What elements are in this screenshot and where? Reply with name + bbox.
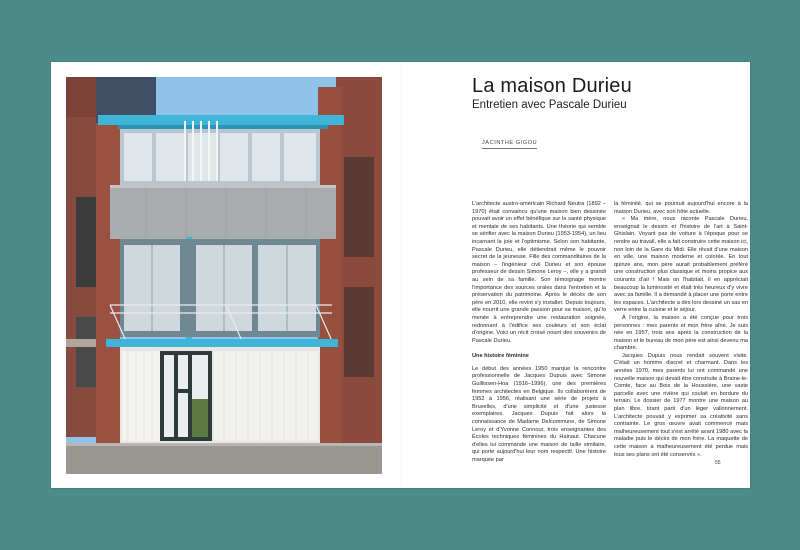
paragraph: Jacques Dupuis nous rendait souvent visite. C'était un homme discret et charmant. Dans les années 1970, mes parents lui ont commandé une nouvelle maison qui devait être construite à Braine-le-Comte, face au Bois de la Houssière, une vaste parcelle avec une rivière qui coulait en bordure du terrain. Le dossier de 1977 montre une maison au plan libre, tirant parti d'un léger vallonnement. L'architecte pouvait y exprimer sa créativité sans contrainte. Le gros œuvre avait commencé mais malheureusement tout s'est arrêté avant 1980 avec la maladie puis le décès de mon frère. La maquette de cette maison a malheureusement été perdue mais tous ses plans ont été conservés ».	[614, 352, 748, 458]
paragraph: À l'origine, la maison a été conçue pour trois personnes : mes parents et mon frère aîné. Je suis née en 1957, trois ans après la construction de la maison et le bureau de mon père est ainsi devenu ma chambre.	[614, 314, 748, 352]
article-title: La maison Durieu	[472, 75, 632, 97]
page-gutter	[400, 62, 401, 488]
page-number: 55	[715, 460, 721, 466]
text-column-left	[472, 201, 606, 465]
house-facade-photo	[66, 77, 382, 474]
text-column-right	[614, 201, 748, 459]
paragraph: L'architecte austro-américain Richard Neutra (1892 – 1970) était convaincu qu'une maison bien dessinée pouvait avoir un effet bénéfique sur la santé physique et mentale de ses habitants. Une théorie qui semble se vérifier avec la maison Durieu (1953-1954), un lieu incarnant la joie et l'optimisme. Selon son habitante, Pascale Durieu, elle détiendrait même le pouvoir secret de la jeunesse. Fille des commanditaires de la maison – l'ingénieur civil Durieu et son épouse professeur de dessin Simone Leroy –, elle y a grandi au sein de sa famille. Son témoignage montre l'importance des sources orales dans l'entretien et la préservation du patrimoine. Après le décès de son père en 2010, elle revint s'y installer. Depuis toujours, elle nourrit une grande passion pour sa maison, qu'Io menée à entreprendre une restauration soignée, redonnant à l'édifice ses couleurs et son éclat d'origine. Voici un récit croisé nourri des souvenirs de Pascale Durieu.	[472, 201, 606, 344]
magazine-spread	[51, 62, 750, 488]
paragraph: Le début des années 1950 marque la rencontre professionnelle de Jacques Dupuis avec Simone Guillissen-Hoa (1916–1996), une des premières femmes architectes en Belgique. Ils collaborèrent de 1952 à 1956, réalisant une série de projets à Bruxelles, d'une simplicité et d'une justesse exemplaires. Jacques Dupuis fait alors la connaissance de Madame Delcommune, de Simone Leroy et d'Yvonne Connour, trois enseignantes des Écoles techniques féminines du Hainaut. Chacune d'elles lui commande une maison de taille similaire, qui porte aujourd'hui leur nom respectif. Une histoire marquée par	[472, 365, 606, 463]
author-byline: JACINTHE GIGOU	[482, 140, 537, 149]
paragraph: « Ma mère, nous raconte Pascale Durieu, enseignait le dessin et l'histoire de l'art à Saint-Ghislain. Voyant pas de voiture à l'époque pour se rendre au travail, elle a fait construire cette maison ici, non loin de la Gare du Midi. Elle rêvait d'une maison en ville, une maison moderne et colorée. En tout quinze ans, mon père aurait probablement préféré une construction plus classique et moins propice aux courants d'air ! Mais on l'habitait, il en appréciait beaucoup la luminosité et était très heureux d'y vivre avec sa famille. Il a demandé à placer une porte entre les espaces. L'architecte a dès lors dessiné un sas en verre entre la cuisine et le séjour.	[614, 216, 748, 314]
paragraph: la féminité, qui se poursuit aujourd'hui encore à la maison Durieu, avec son hôte actuelle.	[614, 201, 748, 215]
article-subtitle: Entretien avec Pascale Durieu	[472, 99, 627, 111]
section-heading: Une histoire féminine	[472, 353, 529, 360]
